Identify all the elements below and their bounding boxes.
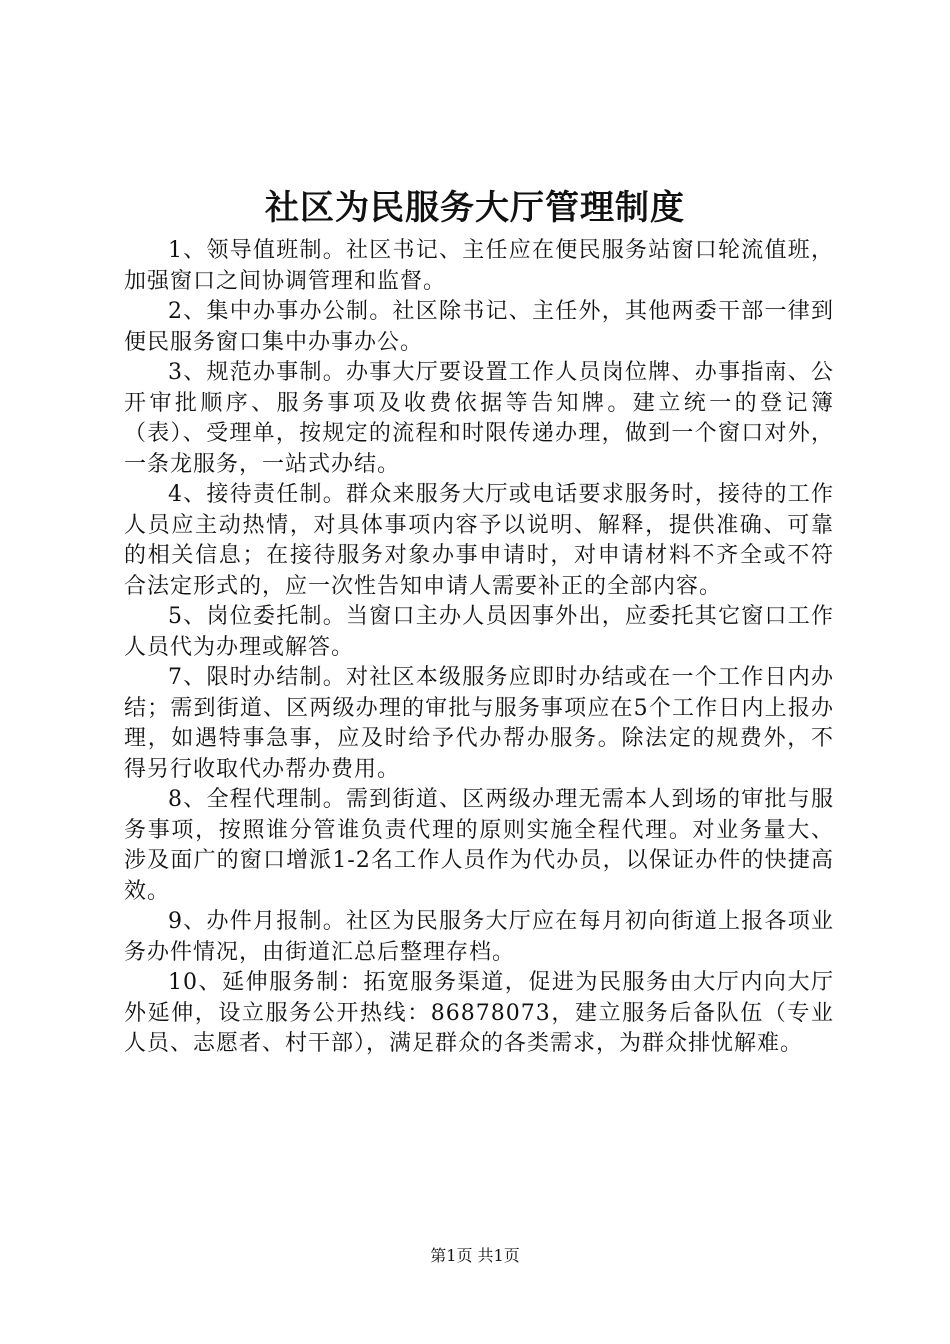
paragraph-2: 2、集中办事办公制。社区除书记、主任外，其他两委干部一律到便民服务窗口集中办事办公。 xyxy=(124,299,834,355)
paragraph-4: 4、接待责任制。群众来服务大厅或电话要求服务时，接待的工作人员应主动热情，对具体事项内容予以说明、解释，提供准确、可靠的相关信息；在接待服务对象办事申请时，对申请材料不齐全或不符合法定形式的，应一次性告知申请人需要补正的全部内容。 xyxy=(124,482,834,599)
paragraph-10: 10、延伸服务制：拓宽服务渠道，促进为民服务由大厅内向大厅外延伸，设立服务公开热线：86878073，建立服务后备队伍（专业人员、志愿者、村干部），满足群众的各类需求，为群众排忧解难。 xyxy=(124,970,834,1056)
paragraph-8: 8、全程代理制。需到街道、区两级办理无需本人到场的审批与服务事项，按照谁分管谁负责代理的原则实施全程代理。对业务量大、涉及面广的窗口增派1-2名工作人员作为代办员，以保证办件的快捷高效。 xyxy=(124,787,834,904)
paragraph-7: 7、限时办结制。对社区本级服务应即时办结或在一个工作日内办结；需到街道、区两级办理的审批与服务事项应在5个工作日内上报办理，如遇特事急事，应及时给予代办帮办服务。除法定的规费外，不得另行收取代办帮办费用。 xyxy=(124,665,834,782)
document-title: 社区为民服务大厅管理制度 xyxy=(265,188,685,228)
paragraph-5: 5、岗位委托制。当窗口主办人员因事外出，应委托其它窗口工作人员代为办理或解答。 xyxy=(124,604,834,660)
paragraph-9: 9、办件月报制。社区为民服务大厅应在每月初向街道上报各项业务办件情况，由街道汇总后整理存档。 xyxy=(124,909,834,965)
page-number-footer: 第1页 共1页 xyxy=(430,1246,520,1265)
paragraph-1: 1、领导值班制。社区书记、主任应在便民服务站窗口轮流值班，加强窗口之间协调管理和监督。 xyxy=(124,238,834,294)
paragraph-3: 3、规范办事制。办事大厅要设置工作人员岗位牌、办事指南、公开审批顺序、服务事项及收费依据等告知牌。建立统一的登记簿（表）、受理单，按规定的流程和时限传递办理，做到一个窗口对外，一条龙服务，一站式办结。 xyxy=(124,360,834,477)
document-body xyxy=(124,236,834,1060)
